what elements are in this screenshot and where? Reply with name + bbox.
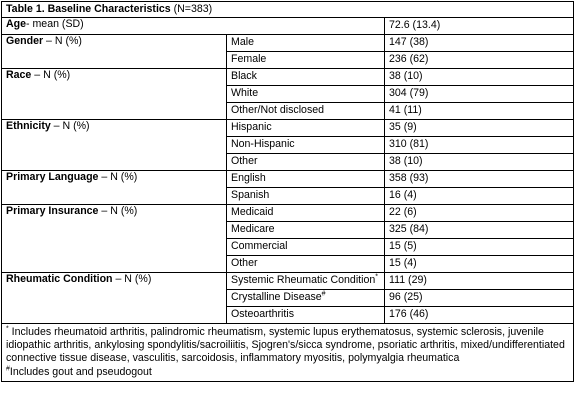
- age-label-rest: - mean (SD): [26, 18, 84, 30]
- row-label: [227, 205, 385, 222]
- table-title-bold: Table 1. Baseline Characteristics: [6, 3, 171, 15]
- table-title-n: (N=383): [170, 3, 213, 15]
- row-label-text: English: [231, 172, 266, 184]
- section-label: [2, 205, 227, 273]
- footnote-hash: [6, 366, 569, 379]
- section-row: [2, 69, 574, 86]
- baseline-characteristics-table: [1, 1, 574, 382]
- section-label-bold: Ethnicity: [6, 120, 51, 132]
- row-label: [227, 188, 385, 205]
- row-label-text: Black: [231, 70, 257, 82]
- row-label-text: White: [231, 87, 259, 99]
- section-label-rest: – N (%): [98, 205, 138, 217]
- footnote-star: [6, 326, 569, 366]
- section-label-rest: – N (%): [43, 35, 82, 47]
- footnote-marker: #: [321, 290, 326, 298]
- section-row: [2, 35, 574, 52]
- footnote-row: [2, 324, 574, 382]
- section-label-bold: Race: [6, 69, 32, 81]
- row-value: 22 (6): [385, 205, 574, 222]
- row-label-text: Systemic Rheumatic Condition: [231, 274, 376, 286]
- row-value: 236 (62): [385, 52, 574, 69]
- row-value: 304 (79): [385, 86, 574, 103]
- row-value: 15 (5): [385, 239, 574, 256]
- row-label-text: Male: [231, 36, 254, 48]
- footnote-hash-mark: #: [6, 365, 10, 373]
- footnotes: [2, 324, 574, 382]
- section-row: [2, 171, 574, 188]
- row-label: [227, 103, 385, 120]
- row-label-text: Other: [231, 155, 258, 167]
- footnote-star-text: Includes rheumatoid arthritis, palindromic rheumatism, systemic lupus erythematosus, systemic sclerosis, juvenile idiopathic arthritis, ankylosing spondylitis/sacroiliitis, Sjogren's/sicca syndrome, psoriatic arthritis, mixed/undifferentiated connective tissue disease, vasculitis, sarcoidosis, inflammatory myositis, polymyalgia rheumatica: [6, 326, 565, 365]
- section-row: [2, 120, 574, 137]
- row-label: [227, 273, 385, 290]
- section-label-bold: Primary Language: [6, 171, 99, 183]
- age-label-bold: Age: [6, 18, 27, 30]
- row-label-text: Hispanic: [231, 121, 272, 133]
- section-label-bold: Rheumatic Condition: [6, 273, 113, 285]
- row-value: 310 (81): [385, 137, 574, 154]
- section-row: [2, 205, 574, 222]
- section-label: [2, 69, 227, 120]
- row-label: [227, 35, 385, 52]
- section-label-bold: Primary Insurance: [6, 205, 99, 217]
- row-value: 358 (93): [385, 171, 574, 188]
- section-label-rest: – N (%): [50, 120, 90, 132]
- section-label-rest: – N (%): [112, 273, 152, 285]
- row-value: 38 (10): [385, 69, 574, 86]
- footnote-hash-text: Includes gout and pseudogout: [9, 365, 152, 378]
- age-row: [2, 18, 574, 35]
- row-value: 16 (4): [385, 188, 574, 205]
- row-label: [227, 69, 385, 86]
- table-title: [2, 2, 574, 18]
- section-label: [2, 273, 227, 324]
- age-value: 72.6 (13.4): [385, 18, 574, 35]
- row-label: [227, 290, 385, 307]
- row-label: [227, 256, 385, 273]
- row-label-text: Medicaid: [231, 206, 274, 218]
- section-label-bold: Gender: [6, 35, 44, 47]
- age-label: [2, 18, 385, 35]
- section-row: [2, 273, 574, 290]
- row-value: 111 (29): [385, 273, 574, 290]
- row-label-text: Medicare: [231, 223, 275, 235]
- row-label-text: Non-Hispanic: [231, 138, 295, 150]
- row-label: [227, 307, 385, 324]
- row-label-text: Spanish: [231, 189, 270, 201]
- row-label: [227, 120, 385, 137]
- row-value: 147 (38): [385, 35, 574, 52]
- row-label-text: Osteoarthritis: [231, 308, 294, 320]
- row-label: [227, 52, 385, 69]
- row-label: [227, 154, 385, 171]
- row-value: 38 (10): [385, 154, 574, 171]
- section-label-rest: – N (%): [31, 69, 71, 81]
- row-label-text: Other: [231, 257, 258, 269]
- section-label: [2, 171, 227, 205]
- row-value: 176 (46): [385, 307, 574, 324]
- row-value: 41 (11): [385, 103, 574, 120]
- footnote-marker: *: [375, 273, 378, 281]
- section-label: [2, 120, 227, 171]
- section-label: [2, 35, 227, 69]
- row-label: [227, 239, 385, 256]
- footnote-star-mark: *: [6, 325, 9, 333]
- row-label: [227, 171, 385, 188]
- row-value: 325 (84): [385, 222, 574, 239]
- section-label-rest: – N (%): [98, 171, 138, 183]
- row-label: [227, 86, 385, 103]
- row-value: 15 (4): [385, 256, 574, 273]
- row-label-text: Commercial: [231, 240, 288, 252]
- row-label-text: Crystalline Disease: [231, 291, 322, 303]
- row-value: 35 (9): [385, 120, 574, 137]
- row-value: 96 (25): [385, 290, 574, 307]
- row-label-text: Female: [231, 53, 267, 65]
- baseline-characteristics-table-container: [1, 1, 573, 382]
- title-row: [2, 2, 574, 18]
- row-label-text: Other/Not disclosed: [231, 104, 325, 116]
- row-label: [227, 137, 385, 154]
- row-label: [227, 222, 385, 239]
